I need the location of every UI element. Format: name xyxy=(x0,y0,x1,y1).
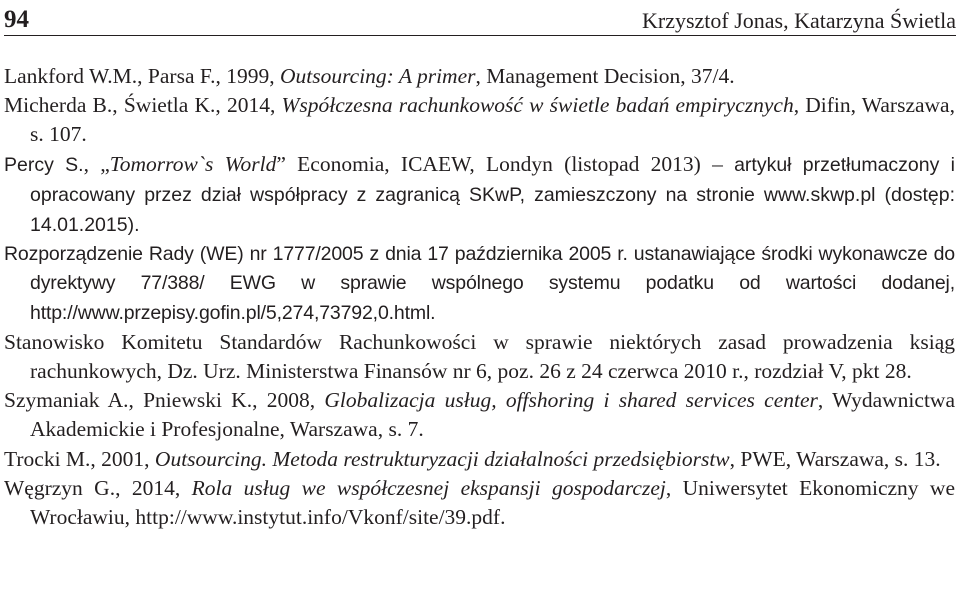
reference-text: artykuł przetłumaczony i opracowany przez dział współpracy z zagranicą SKwP, zamieszczony na stronie www.skwp.pl (dostęp: 14.01.2015). xyxy=(30,153,955,237)
reference-text: Trocki M., 2001, xyxy=(4,446,155,471)
reference-title: Tomorrow`s World xyxy=(109,151,277,176)
reference-entry xyxy=(4,91,955,149)
reference-title: Outsourcing. Metoda restrukturyzacji działalności przedsiębiorstw xyxy=(154,446,730,471)
reference-text: Węgrzyn G., 2014, xyxy=(4,475,192,500)
reference-text: , „ xyxy=(83,151,110,176)
reference-entry xyxy=(4,474,955,532)
reference-text: ” Economia, ICAEW, Londyn (listopad 2013) – xyxy=(276,151,735,176)
reference-text: , Uniwersytet Ekonomiczny we Wrocławiu, http://www.instytut.info/Vkonf/site/39.pdf. xyxy=(30,475,955,530)
page-number: 94 xyxy=(4,6,29,33)
reference-text: , Difin, Warszawa, s. 107. xyxy=(30,93,955,147)
reference-list xyxy=(4,62,955,532)
reference-entry xyxy=(4,150,955,241)
reference-entry xyxy=(4,240,955,328)
reference-text: , Management Decision, 37/4. xyxy=(475,64,735,88)
reference-text: Szymaniak A., Pniewski K., 2008, xyxy=(4,388,325,413)
reference-text: Percy S. xyxy=(4,153,84,176)
reference-text: Micherda B., Świetla K., 2014, xyxy=(4,93,282,118)
running-head: Krzysztof Jonas, Katarzyna Świetla xyxy=(641,8,956,33)
reference-title: Rola usług we współczesnej ekspansji gospodarczej xyxy=(191,475,666,500)
reference-title: Outsourcing: A primer xyxy=(279,64,476,88)
reference-entry xyxy=(4,445,955,474)
reference-text: , PWE, Warszawa, s. 13. xyxy=(729,446,941,471)
page-header xyxy=(4,0,956,36)
reference-title: Współczesna rachunkowość w świetle badań empirycznych xyxy=(281,93,794,118)
reference-text: , Wydawnictwa Akademickie i Profesjonalne, Warszawa, s. 7. xyxy=(30,388,955,442)
reference-entry xyxy=(4,386,955,444)
reference-title: Globalizacja usług, offshoring i shared services center xyxy=(324,388,818,413)
reference-entry xyxy=(4,328,955,386)
reference-text: Lankford W.M., Parsa F., 1999, xyxy=(4,64,280,88)
reference-text: Stanowisko Komitetu Standardów Rachunkowości w sprawie niektórych zasad prowadzenia ksiąg rachunkowych, Dz. Urz. Ministerstwa Finansów nr 6, poz. 26 z 24 czerwca 2010 r., rozdział V, pkt 28. xyxy=(4,329,955,384)
reference-text: Rozporządzenie Rady (WE) nr 1777/2005 z dnia 17 października 2005 r. ustanawiające środki wykonawcze do dyrektywy 77/388/ EWG w sprawie wspólnego systemu podatku od wartości dodanej, http://www.przepisy.gofin.pl/5,274,73792,0.html. xyxy=(4,243,955,324)
reference-entry xyxy=(4,62,955,91)
